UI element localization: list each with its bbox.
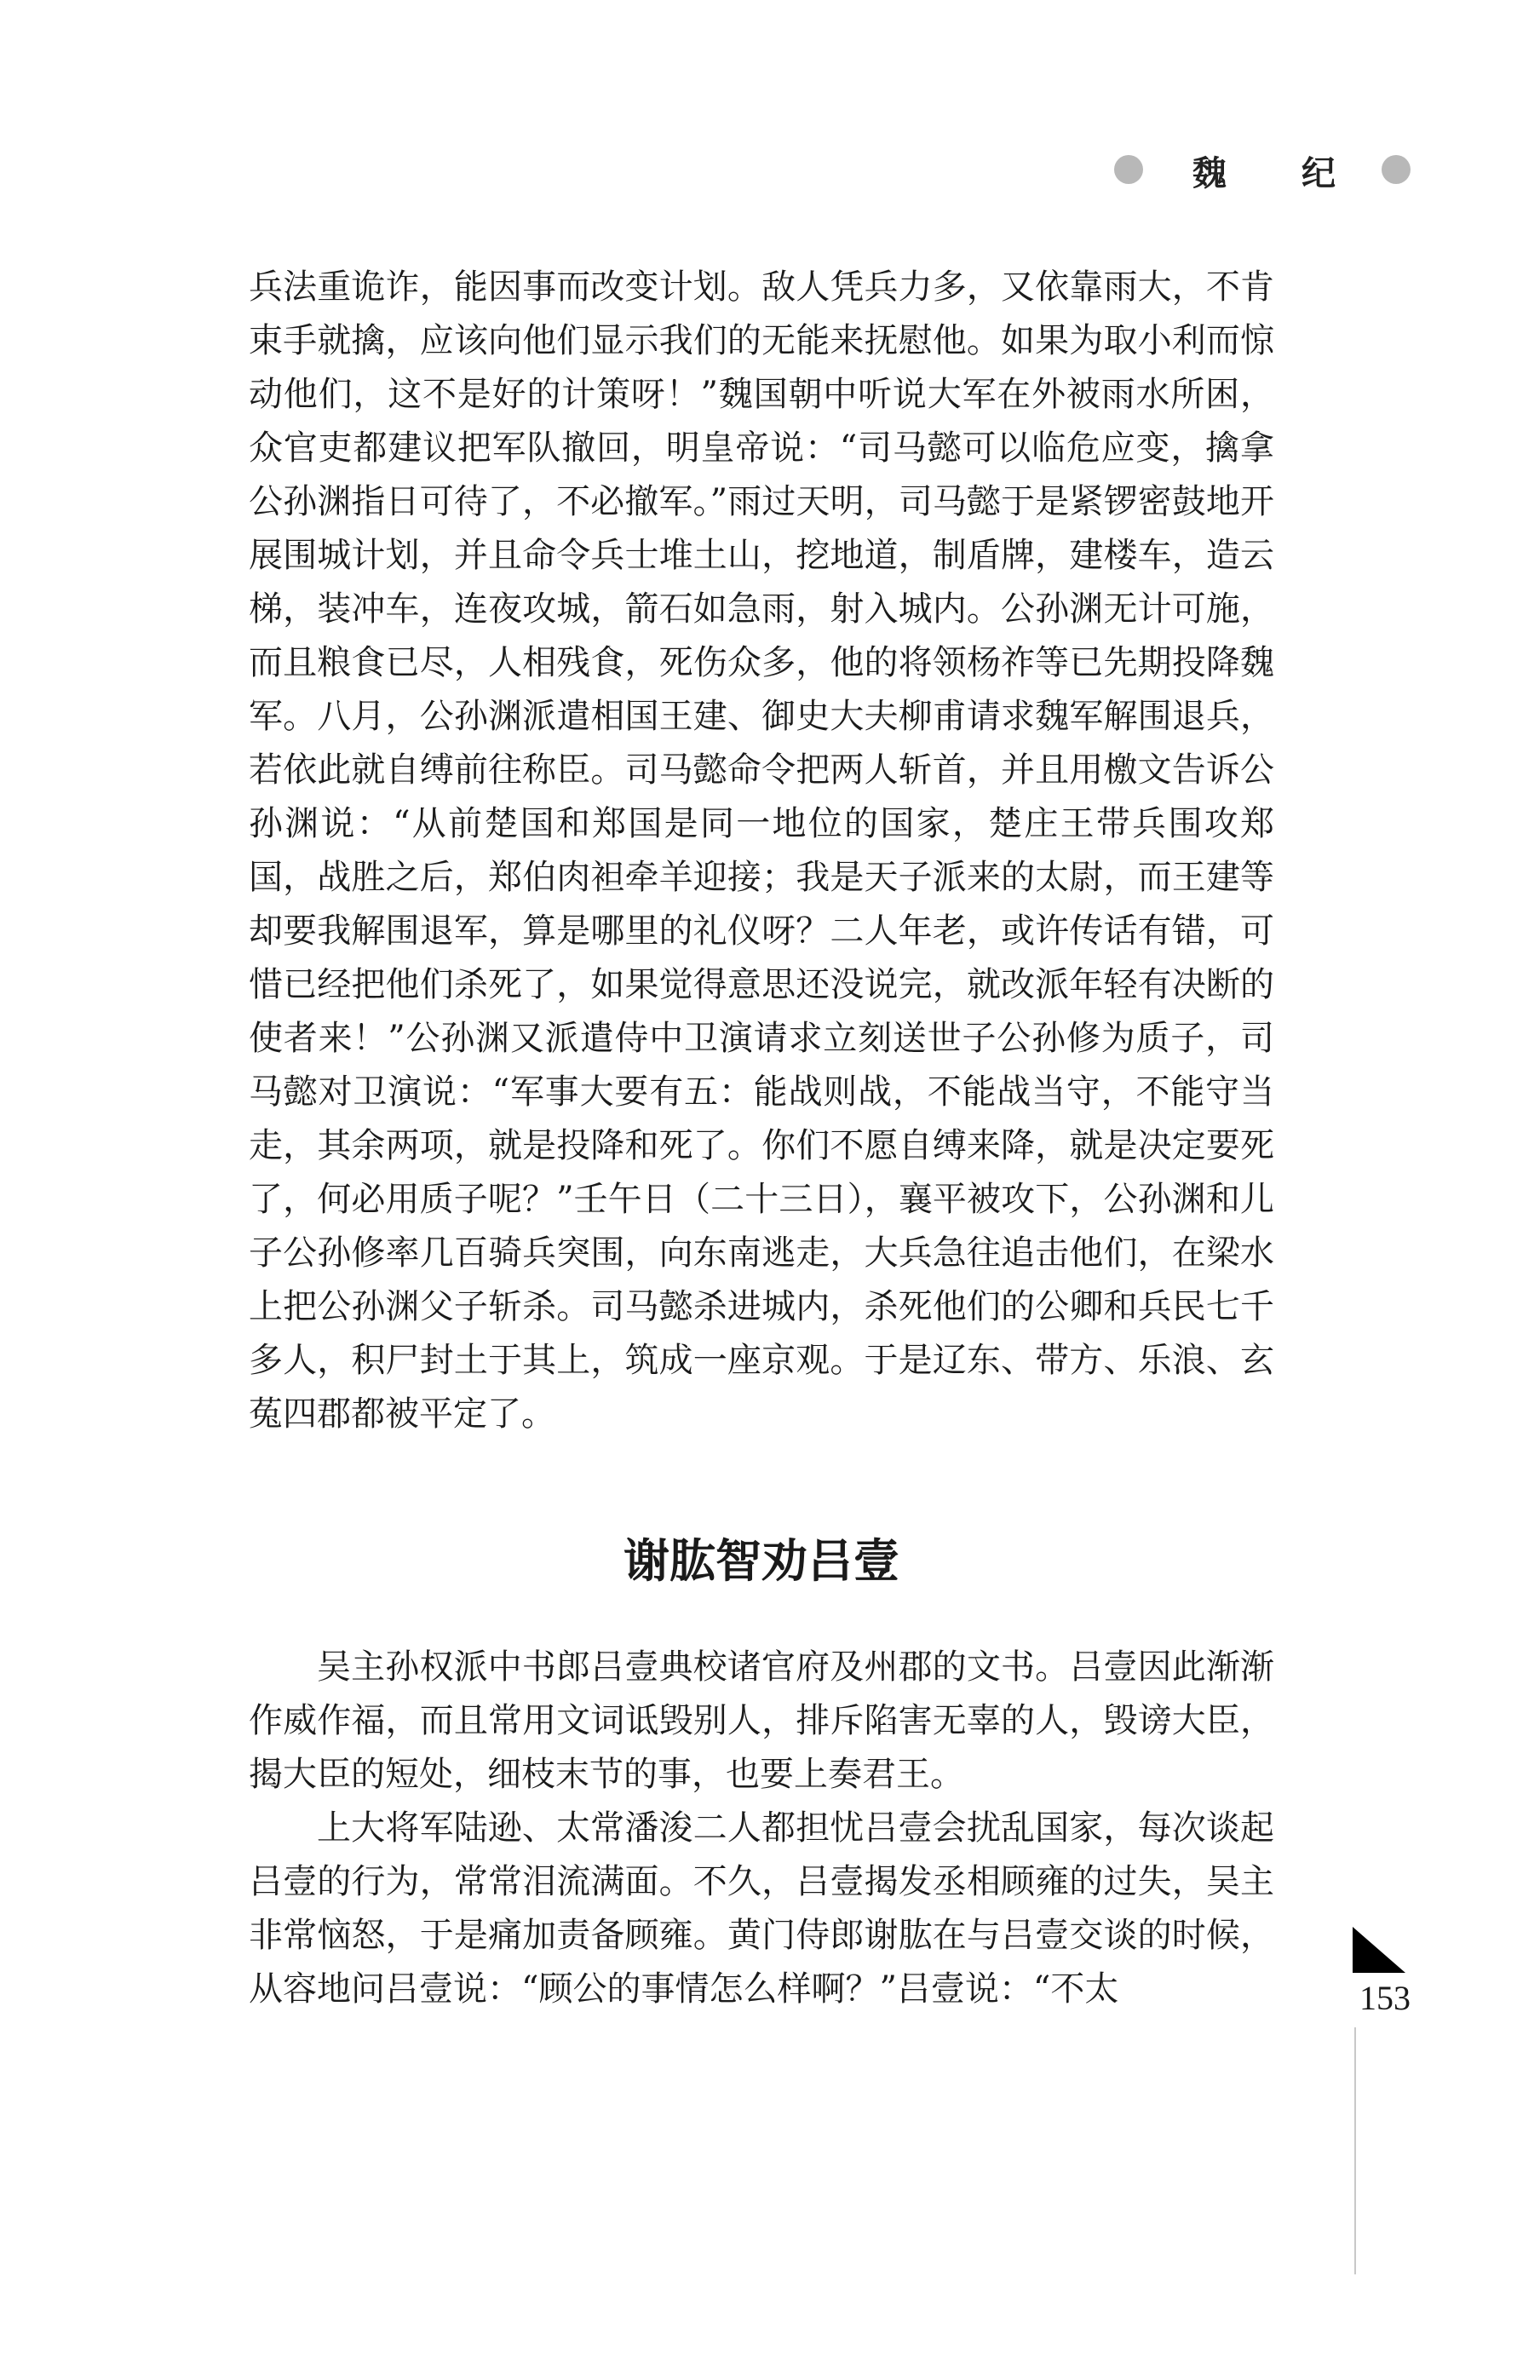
circle-ornament-left [1114,155,1143,184]
page-corner-triangle-icon [1353,1927,1405,1973]
body-text-after [249,1641,1274,2016]
running-head-word-1: 魏 [1192,154,1227,193]
paragraph: 上大将军陆逊、太常潘浚二人都担忧吕壹会扰乱国家，每次谈起吕壹的行为，常常泪流满面。不久，吕壹揭发丞相顾雍的过失，吴主非常恼怒，于是痛加责备顾雍。黄门侍郎谢肱在与吕壹交谈的时候，从容地问吕壹说：“顾公的事情怎么样啊？”吕壹说：“不太 [249,1808,1274,2009]
running-head-word-2: 纪 [1302,154,1336,193]
paragraph: 兵法重诡诈，能因事而改变计划。敌人凭兵力多，又依靠雨大，不肯束手就擒，应该向他们显示我们的无能来抚慰他。如果为取小利而惊动他们，这不是好的计策呀！”魏国朝中听说大军在外被雨水所困，众官吏都建议把军队撤回，明皇帝说：“司马懿可以临危应变，擒拿公孙渊指日可待了，不必撤军。”雨过天明，司马懿于是紧锣密鼓地开展围城计划，并且命令兵士堆土山，挖地道，制盾牌，建楼车，造云梯，装冲车，连夜攻城，箭石如急雨，射入城内。公孙渊无计可施，而且粮食已尽，人相残食，死伤众多，他的将领杨祚等已先期投降魏军。八月，公孙渊派遣相国王建、御史大夫柳甫请求魏军解围退兵，若依此就自缚前往称臣。司马懿命令把两人斩首，并且用檄文告诉公孙渊说：“从前楚国和郑国是同一地位的国家，楚庄王带兵围攻郑国，战胜之后，郑伯肉袒牵羊迎接；我是天子派来的太尉，而王建等却要我解围退军，算是哪里的礼仪呀？二人年老，或许传话有错，可惜已经把他们杀死了，如果觉得意思还没说完，就改派年轻有决断的使者来！”公孙渊又派遣侍中卫演请求立刻送世子公孙修为质子，司马懿对卫演说：“军事大要有五：能战则战，不能战当守，不能守当走，其余两项，就是投降和死了。你们不愿自缚来降，就是决定要死了，何必用质子呢？”壬午日（二十三日），襄平被攻下，公孙渊和儿子公孙修率几百骑兵突围，向东南逃走，大兵急往追击他们，在梁水上把公孙渊父子斩杀。司马懿杀进城内，杀死他们的公卿和兵民七千多人，积尸封土于其上，筑成一座京观。于是辽东、带方、乐浪、玄菟四郡都被平定了。 [249,267,1274,1434]
margin-rule [1354,2027,1356,2274]
circle-ornament-right [1382,155,1411,184]
paragraph: 吴主孙权派中书郎吕壹典校诸官府及州郡的文书。吕壹因此渐渐作威作福，而且常用文词诋毁别人，排斥陷害无辜的人，毁谤大臣，揭大臣的短处，细枝末节的事，也要上奏君王。 [249,1647,1274,1794]
body-text-before [249,261,1274,1441]
section-title: 谢肱智劝吕壹 [623,1534,899,1588]
running-head [1107,145,1431,196]
page-number: 153 [1359,1979,1411,2017]
